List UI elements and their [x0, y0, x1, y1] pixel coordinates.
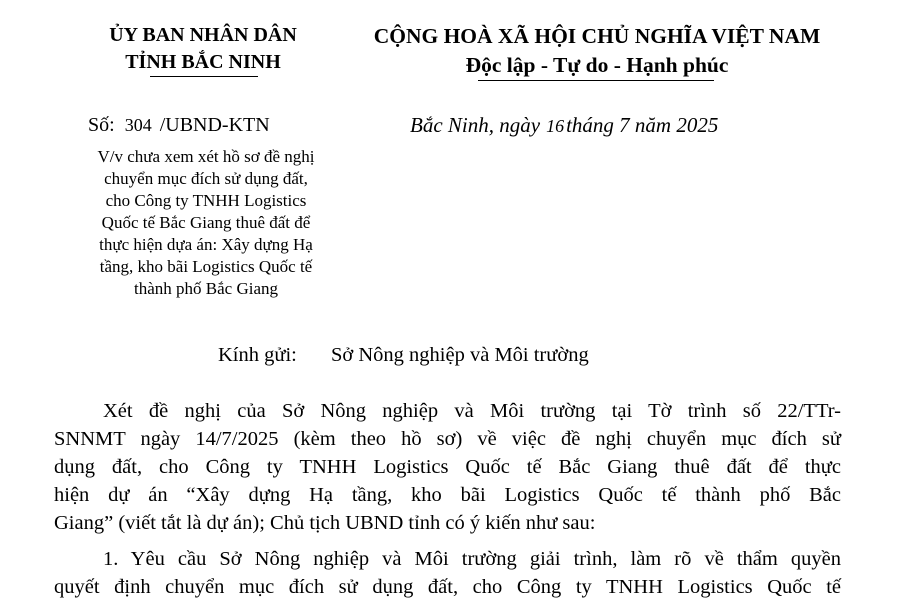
subject-line: cho Công ty TNHH Logistics: [105, 191, 307, 210]
authority-line-2: TỈNH BẮC NINH: [125, 51, 281, 73]
subject-line: chuyển mục đích sử dụng đất,: [104, 169, 308, 188]
subject-line: V/v chưa xem xét hồ sơ đề nghị: [97, 147, 315, 166]
body-line: Giang” (viết tắt là dự án); Chủ tịch UBND tỉnh có ý kiến như sau:: [54, 512, 596, 534]
motto: Độc lập - Tự do - Hạnh phúc: [465, 53, 729, 77]
subject-line: thành phố Bắc Giang: [134, 279, 278, 298]
recipient: [218, 342, 718, 368]
body-line: Xét đề nghị của Sở Nông nghiệp và Môi trường tại Tờ trình số 22/TTr-: [103, 400, 841, 422]
authority-underline: [150, 76, 258, 77]
country-name: CỘNG HOÀ XÃ HỘI CHỦ NGHĨA VIỆT NAM: [373, 24, 821, 48]
document-number: [88, 112, 328, 138]
date-day: 16: [546, 116, 565, 136]
recipient-name: Sở Nông nghiệp và Môi trường: [331, 344, 589, 366]
body-line: quyết định chuyển mục đích sử dụng đất, cho Công ty TNHH Logistics Quốc tế: [54, 576, 841, 598]
date-prefix: Bắc Ninh, ngày: [410, 113, 541, 137]
subject-line: Quốc tế Bắc Giang thuê đất để: [101, 213, 311, 232]
authority-line-1: ỦY BAN NHÂN DÂN: [109, 24, 297, 46]
doc-number-prefix: Số:: [88, 114, 115, 136]
body-line: SNNMT ngày 14/7/2025 (kèm theo hồ sơ) về việc đề nghị chuyển mục đích sử: [54, 428, 841, 450]
body-line: dụng đất, cho Công ty TNHH Logistics Quốc tế Bắc Giang thuê đất để thực: [54, 456, 841, 478]
doc-number-value: 304: [124, 115, 152, 135]
subject-line: tầng, kho bãi Logistics Quốc tế: [99, 257, 313, 276]
issuing-authority: [58, 22, 348, 76]
subject-summary: [60, 146, 352, 300]
doc-number-suffix: /UBND-KTN: [159, 114, 270, 136]
national-motto: [352, 22, 842, 80]
date-month-year: tháng 7 năm 2025: [566, 113, 719, 137]
subject-line: thực hiện dựa án: Xây dựng Hạ: [99, 235, 313, 254]
body-line: 1. Yêu cầu Sở Nông nghiệp và Môi trường giải trình, làm rõ về thẩm quyền: [103, 548, 841, 570]
motto-underline: [478, 80, 714, 81]
recipient-label: Kính gửi:: [218, 344, 297, 366]
document-date: [410, 112, 810, 139]
body-line: hiện dự án “Xây dựng Hạ tầng, kho bãi Logistics Quốc tế thành phố Bắc: [54, 484, 841, 506]
